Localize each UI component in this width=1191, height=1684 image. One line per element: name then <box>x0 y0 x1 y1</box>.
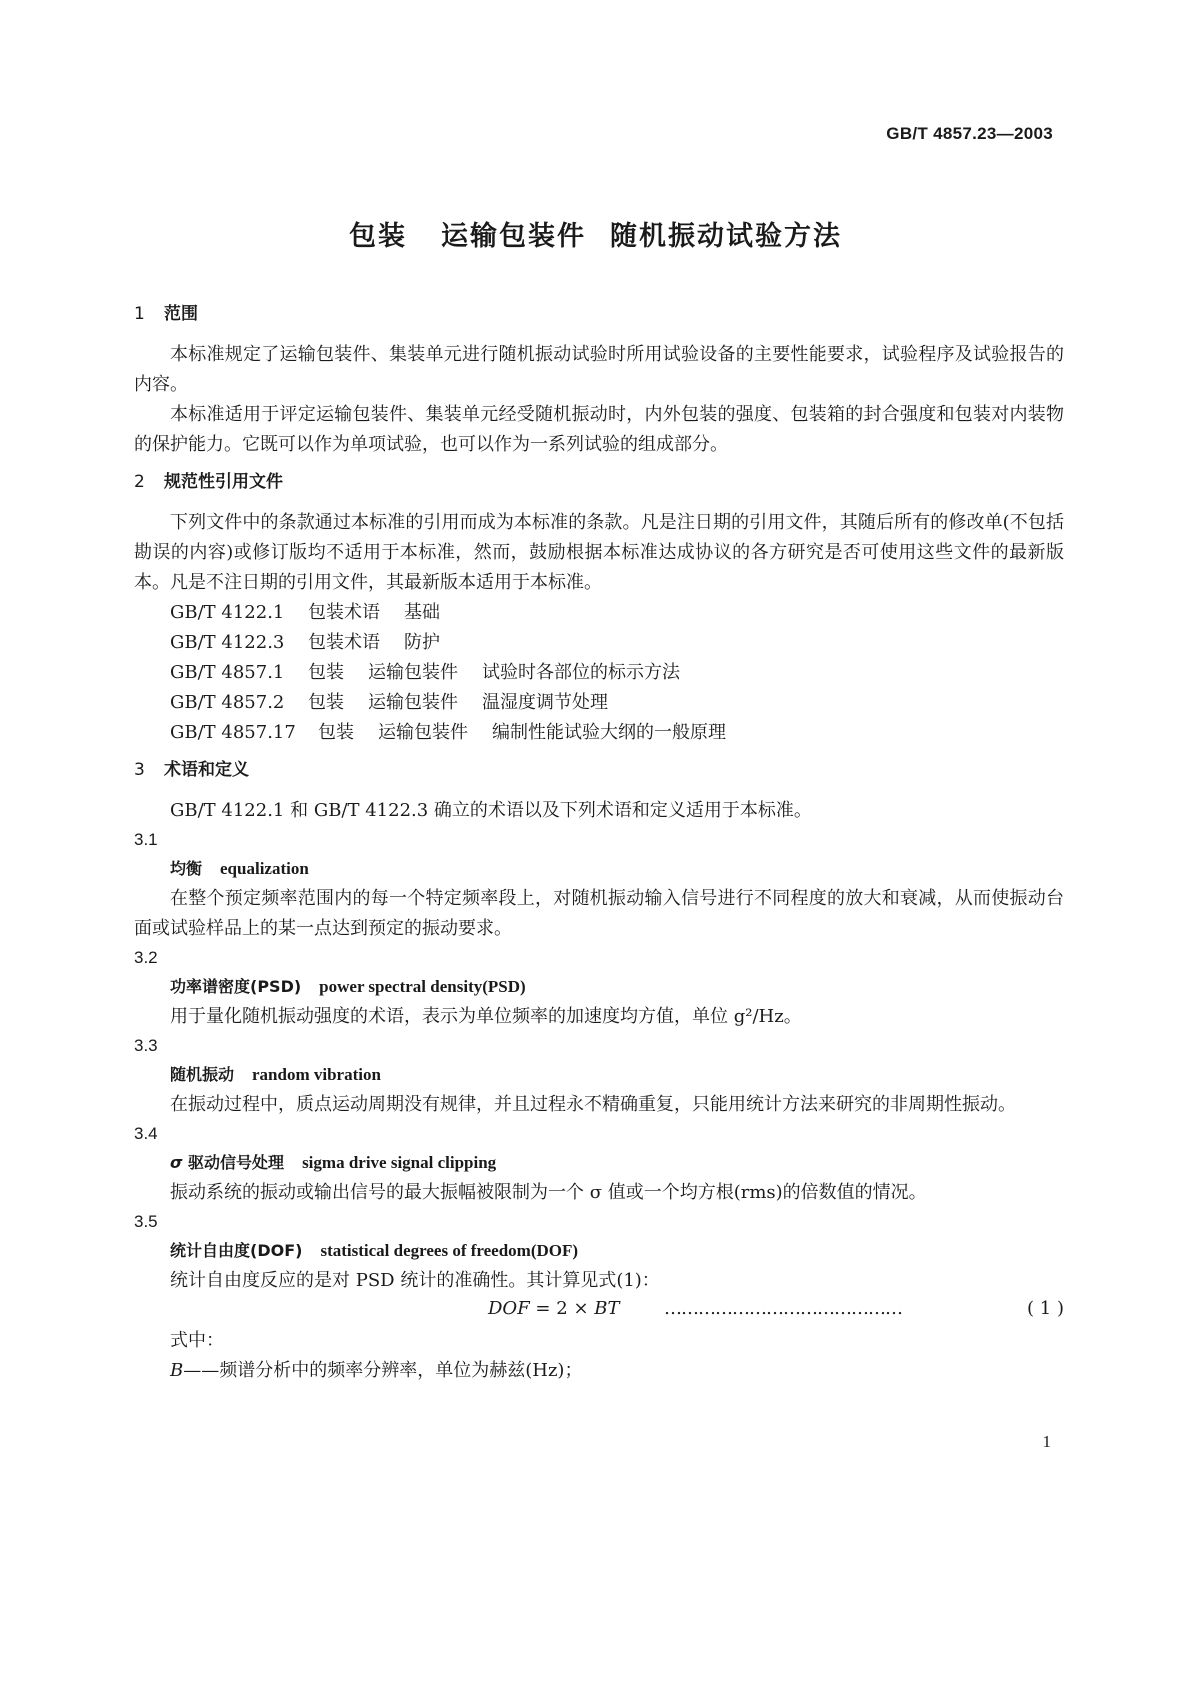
section-heading-2: 2 规范性引用文件 <box>134 472 283 492</box>
title-part-1: 包装 <box>349 221 407 252</box>
standard-code: GB/T 4857.23—2003 <box>886 124 1053 143</box>
term-definition: 在振动过程中，质点运动周期没有规律，并且过程永不精确重复，只能用统计方法来研究的非周期性振动。 <box>170 1094 1016 1115</box>
formula-number: ( 1 ) <box>1027 1298 1064 1319</box>
where-item: B——频谱分析中的频率分辨率，单位为赫兹(Hz)； <box>170 1360 583 1381</box>
section-heading-3: 3 术语和定义 <box>134 760 249 780</box>
title-part-2: 运输包装件 <box>441 221 586 252</box>
document-body <box>134 302 1064 1386</box>
page-number: 1 <box>1042 1432 1051 1451</box>
term-number: 3.5 <box>134 1212 158 1231</box>
term-title: 功率谱密度(PSD) power spectral density(PSD) <box>170 977 526 996</box>
paragraph: 下列文件中的条款通过本标准的引用而成为本标准的条款。凡是注日期的引用文件，其随后所有的修改单(不包括勘误的内容)或修订版均不适用于本标准，然而，鼓励根据本标准达成协议的各方研究是否可使用这些文件的最新版本。凡是不注日期的引用文件，其最新版本适用于本标准。 <box>134 512 1064 593</box>
term-number: 3.2 <box>134 948 158 967</box>
term-definition: 振动系统的振动或输出信号的最大振幅被限制为一个 σ 值或一个均方根(rms)的倍数值的情况。 <box>170 1182 927 1203</box>
reference-item: GB/T 4122.1 包装术语 基础 <box>170 602 440 623</box>
formula-expression: DOF = 2 × BT <box>488 1298 620 1319</box>
term-definition: 在整个预定频率范围内的每一个特定频率段上，对随机振动输入信号进行不同程度的放大和衰减，从而使振动台面或试验样品上的某一点达到预定的振动要求。 <box>134 888 1064 939</box>
term-title: 随机振动 random vibration <box>170 1065 381 1084</box>
reference-item: GB/T 4122.3 包装术语 防护 <box>170 632 440 653</box>
formula-1 <box>134 1296 1064 1326</box>
reference-item: GB/T 4857.17 包装 运输包装件 编制性能试验大纲的一般原理 <box>170 722 726 743</box>
paragraph: GB/T 4122.1 和 GB/T 4122.3 确立的术语以及下列术语和定义适用于本标准。 <box>170 800 812 821</box>
term-title: 统计自由度(DOF) statistical degrees of freedom(DOF) <box>170 1241 579 1260</box>
term-number: 3.1 <box>134 830 158 849</box>
section-heading-1: 1 范围 <box>134 304 198 324</box>
term-number: 3.3 <box>134 1036 158 1055</box>
reference-item: GB/T 4857.1 包装 运输包装件 试验时各部位的标示方法 <box>170 662 680 683</box>
paragraph: 本标准适用于评定运输包装件、集装单元经受随机振动时，内外包装的强度、包装箱的封合强度和包装对内装物的保护能力。它既可以作为单项试验，也可以作为一系列试验的组成部分。 <box>134 404 1064 455</box>
where-label: 式中： <box>170 1330 224 1351</box>
term-number: 3.4 <box>134 1124 158 1143</box>
reference-item: GB/T 4857.2 包装 运输包装件 温湿度调节处理 <box>170 692 608 713</box>
term-title: σ 驱动信号处理 sigma drive signal clipping <box>170 1153 497 1172</box>
term-title: 均衡 equalization <box>170 859 309 878</box>
term-definition: 用于量化随机振动强度的术语，表示为单位频率的加速度均方值，单位 g²/Hz。 <box>170 1006 802 1027</box>
formula-leader-dots: …………………………………… <box>664 1298 902 1319</box>
document-title <box>0 214 1191 253</box>
term-definition: 统计自由度反应的是对 PSD 统计的准确性。其计算见式(1)： <box>170 1270 660 1291</box>
title-part-3: 随机振动试验方法 <box>610 221 842 252</box>
paragraph: 本标准规定了运输包装件、集装单元进行随机振动试验时所用试验设备的主要性能要求，试验程序及试验报告的内容。 <box>134 344 1064 395</box>
